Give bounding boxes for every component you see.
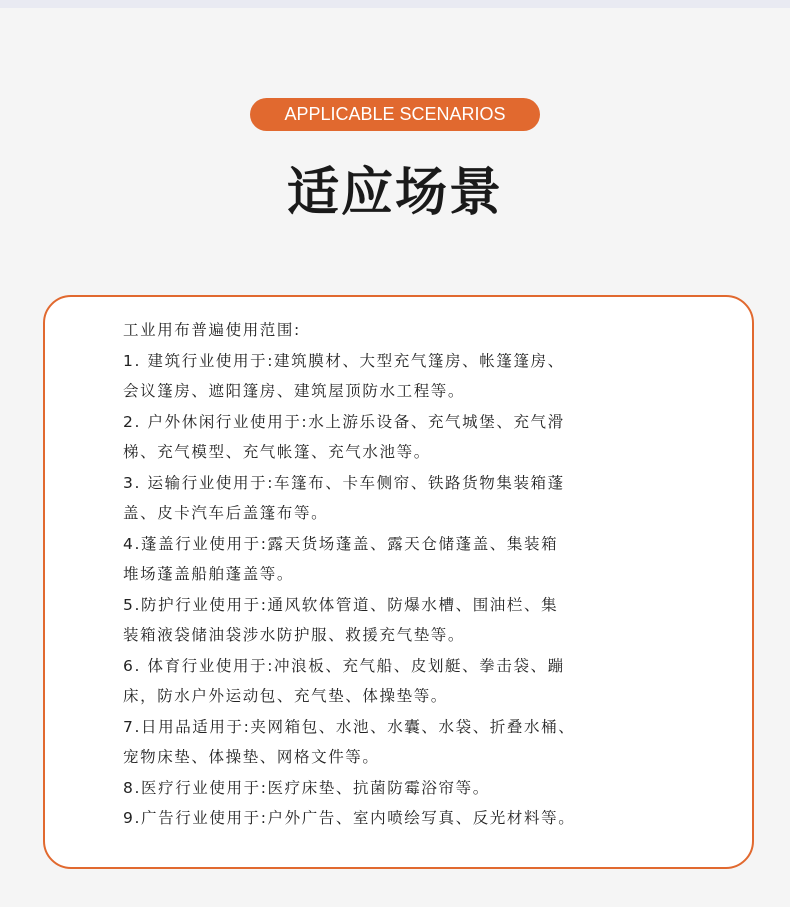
text-line: 梯、充气模型、充气帐篷、充气水池等。 xyxy=(123,443,431,461)
text-line: 5.防护行业使用于:通风软体管道、防爆水槽、围油栏、集 xyxy=(123,595,559,614)
text-line: 8.医疗行业使用于:医疗床垫、抗菌防霉浴帘等。 xyxy=(123,778,490,797)
text-line: 9.广告行业使用于:户外广告、室内喷绘写真、反光材料等。 xyxy=(123,809,576,827)
text-line: 盖、皮卡汽车后盖篷布等。 xyxy=(123,504,329,522)
section-badge: APPLICABLE SCENARIOS xyxy=(250,98,540,131)
scenarios-card xyxy=(43,295,754,869)
text-line: 3. 运输行业使用于:车篷布、卡车侧帘、铁路货物集装箱蓬 xyxy=(123,473,565,492)
text-line: 7.日用品适用于:夹网箱包、水池、水囊、水袋、折叠水桶、 xyxy=(123,717,576,736)
text-line: 堆场蓬盖船舶蓬盖等。 xyxy=(123,565,295,583)
text-line: 装箱液袋储油袋涉水防护服、救援充气垫等。 xyxy=(123,626,466,644)
text-line: 4.蓬盖行业使用于:露天货场蓬盖、露天仓储蓬盖、集装箱 xyxy=(123,534,559,553)
page-title: 适应场景 xyxy=(286,163,503,223)
text-line: 会议篷房、遮阳篷房、建筑屋顶防水工程等。 xyxy=(123,382,466,400)
text-line: 1. 建筑行业使用于:建筑膜材、大型充气篷房、帐篷篷房、 xyxy=(123,351,565,370)
scenarios-text xyxy=(123,315,733,834)
text-line: 2. 户外休闲行业使用于:水上游乐设备、充气城堡、充气滑 xyxy=(123,412,565,431)
text-line: 宠物床垫、体操垫、网格文件等。 xyxy=(123,748,380,766)
top-strip xyxy=(0,0,790,8)
text-line: 床，防水户外运动包、充气垫、体操垫等。 xyxy=(123,687,448,705)
text-line: 6. 体育行业使用于:冲浪板、充气船、皮划艇、拳击袋、蹦 xyxy=(123,656,565,675)
text-line: 工业用布普遍使用范围: xyxy=(123,321,301,339)
